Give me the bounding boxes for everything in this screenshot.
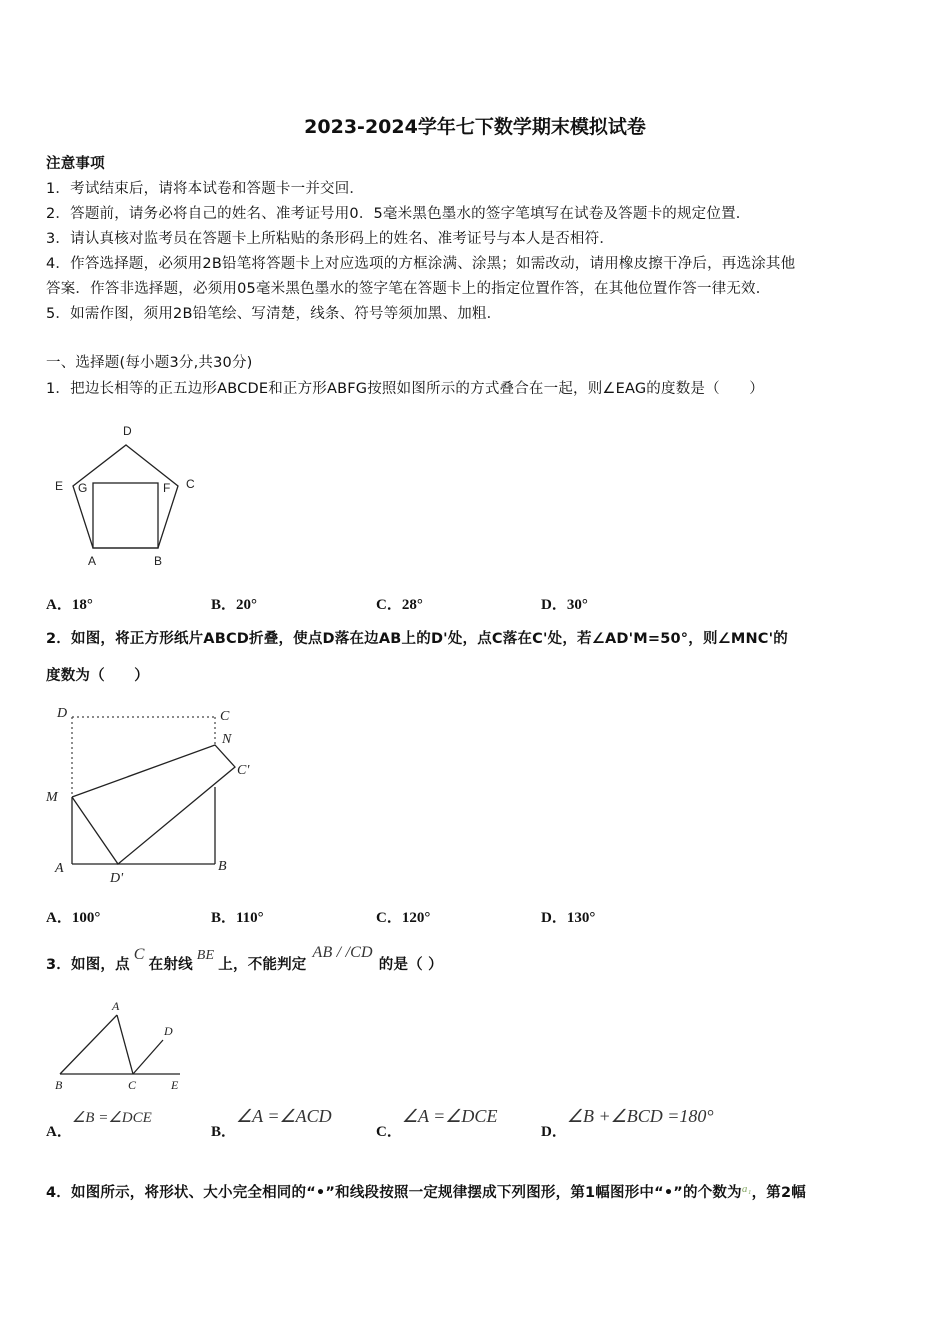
q4-text-post: ，第2幅 <box>751 1185 806 1201</box>
label-f: F <box>163 481 171 495</box>
label-d: D <box>57 706 68 721</box>
q3-text-mid1: 在射线 <box>148 957 193 973</box>
question-2-text-cont: 度数为（ ） <box>46 668 149 684</box>
ab-parallel-cd: AB / /CD <box>312 944 373 961</box>
label-a: A <box>112 999 120 1013</box>
label-e: E <box>171 1078 179 1092</box>
label-d: D <box>164 1024 173 1038</box>
option-letter: C． <box>376 1124 402 1140</box>
label-b: B <box>55 1078 63 1092</box>
label-c-prime: C' <box>237 763 250 778</box>
question-1-text: 1．把边长相等的正五边形ABCDE和正方形ABFG按照如图所示的方式叠合在一起，则∠EAG的度数是（ ） <box>46 381 764 397</box>
notice-item: 5．如需作图，须用2B铅笔绘、写清楚，线条、符号等须加黑、加粗． <box>46 306 502 322</box>
label-g: G <box>78 481 88 495</box>
label-b: B <box>154 554 163 568</box>
q2-option-c[interactable]: C．120° <box>376 910 431 926</box>
parallel-lines-figure <box>50 995 195 1095</box>
notice-item: 2．答题前，请务必将自己的姓名、准考证号用0．5毫米黑色墨水的签字笔填写在试卷及答题卡的规定位置． <box>46 206 751 222</box>
q3-text-post: 的是（ ） <box>378 957 443 973</box>
label-b: B <box>218 859 227 874</box>
point-c: C <box>133 946 145 963</box>
label-m: M <box>46 790 58 805</box>
ray-be: BE <box>196 948 215 963</box>
label-a: A <box>88 554 97 568</box>
q2-option-a[interactable]: A．100° <box>46 910 101 926</box>
label-c: C <box>128 1078 137 1092</box>
option-expr: ∠A =∠DCE <box>401 1106 498 1126</box>
q1-option-a[interactable]: A．18° <box>46 597 93 613</box>
option-letter: A． <box>46 1124 72 1140</box>
notice-item: 1．考试结束后，请将本试卷和答题卡一并交回． <box>46 181 365 197</box>
q2-option-b[interactable]: B．110° <box>211 910 264 926</box>
option-expr: ∠B =∠DCE <box>71 1110 152 1126</box>
question-4-text <box>46 1181 806 1202</box>
q3-text-pre: 3．如图，点 <box>46 957 130 973</box>
notice-heading: 注意事项 <box>46 156 105 172</box>
folded-square-figure <box>40 700 270 890</box>
q1-option-c[interactable]: C．28° <box>376 597 423 613</box>
page-title: 2023-2024学年七下数学期末模拟试卷 <box>304 116 646 138</box>
notice-item: 4．作答选择题，必须用2B铅笔将答题卡上对应选项的方框涂满、涂黑；如需改动，请用橡皮擦干净后，再选涂其他 <box>46 256 796 272</box>
q3-option-c[interactable] <box>376 1106 498 1141</box>
q1-option-b[interactable]: B．20° <box>211 597 258 613</box>
notice-item: 答案．作答非选择题，必须用05毫米黑色墨水的签字笔在答题卡上的指定位置作答，在其他位置作答一律无效． <box>46 281 771 297</box>
question-2-text: 2．如图，将正方形纸片ABCD折叠，使点D落在边AB上的D'处，点C落在C'处，若∠AD'M=50°，则∠MNC'的 <box>46 631 788 647</box>
a1-symbol: a₁ <box>741 1183 752 1195</box>
option-expr: ∠A =∠ACD <box>236 1106 332 1126</box>
label-a: A <box>55 861 64 876</box>
option-letter: D． <box>541 1124 567 1140</box>
label-c: C <box>220 709 230 724</box>
notice-item: 3．请认真核对监考员在答题卡上所粘贴的条形码上的姓名、准考证号与本人是否相符． <box>46 231 615 247</box>
option-letter: B． <box>211 1124 237 1140</box>
q3-text-mid2: 上，不能判定 <box>218 957 307 973</box>
label-d: D <box>123 424 132 438</box>
label-c: C <box>186 477 195 491</box>
q3-option-d[interactable] <box>541 1106 714 1141</box>
label-n: N <box>222 732 232 747</box>
question-3-text <box>46 944 443 974</box>
option-expr: ∠B +∠BCD =180° <box>566 1106 714 1126</box>
q1-option-d[interactable]: D．30° <box>541 597 588 613</box>
label-e: E <box>55 479 64 493</box>
q3-option-a[interactable] <box>46 1110 152 1141</box>
pentagon-square-figure <box>50 420 210 575</box>
section-heading: 一、选择题(每小题3分,共30分) <box>46 355 253 371</box>
q2-option-d[interactable]: D．130° <box>541 910 596 926</box>
q4-text: 4．如图所示，将形状、大小完全相同的“•”和线段按照一定规律摆成下列图形，第1幅图形中“•”的个数为 <box>46 1185 742 1201</box>
q3-option-b[interactable] <box>211 1106 332 1141</box>
label-d-prime: D' <box>110 871 124 886</box>
